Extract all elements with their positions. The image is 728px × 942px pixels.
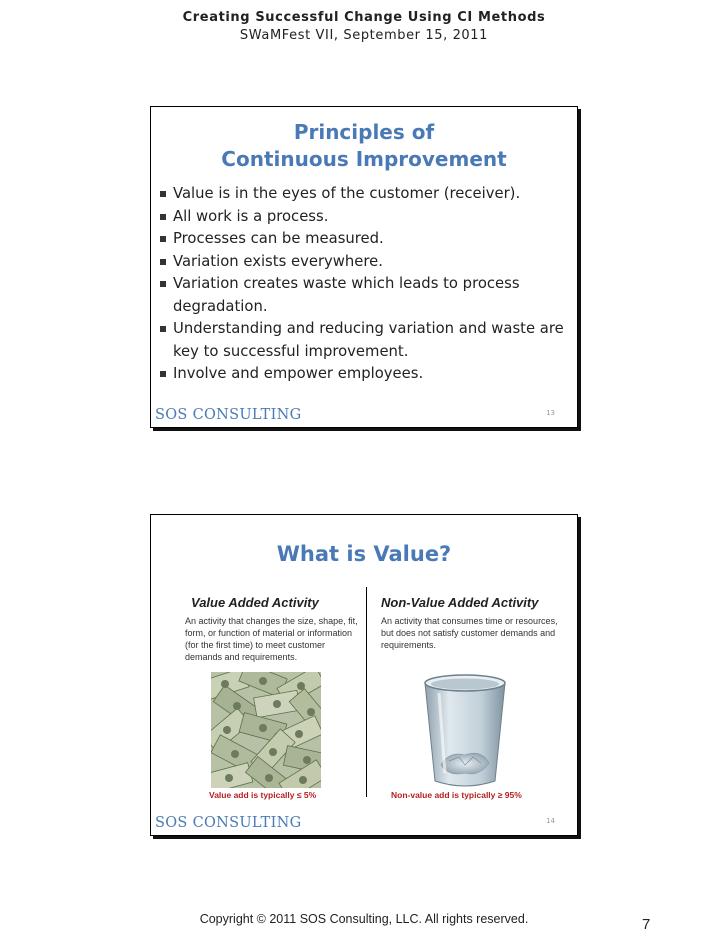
document-header-subtitle: SWaMFest VII, September 15, 2011	[239, 28, 489, 43]
bullet-item	[157, 318, 567, 363]
bullet-square-icon	[160, 191, 166, 197]
bullet-text: Understanding and reducing variation and waste are key to successful improvement.	[173, 320, 564, 360]
slide-number: 13	[546, 409, 555, 417]
slide-title	[151, 119, 577, 173]
bullet-item	[157, 251, 567, 274]
company-logo: SOS CONSULTING	[155, 407, 302, 423]
money-pile-image	[211, 672, 321, 788]
bullet-text: All work is a process.	[173, 207, 329, 225]
document-header-title: Creating Successful Change Using CI Methods	[182, 10, 546, 25]
bullet-square-icon	[160, 326, 166, 332]
wastebasket-image	[419, 673, 511, 791]
bullet-square-icon	[160, 214, 166, 220]
bullet-square-icon	[160, 259, 166, 265]
bullet-item	[157, 273, 567, 318]
slide-principles	[150, 106, 578, 428]
bullet-list	[157, 183, 567, 386]
bullet-item	[157, 206, 567, 229]
bullet-text: Variation creates waste which leads to process degradation.	[173, 275, 520, 315]
bullet-item	[157, 363, 567, 386]
slide-number: 14	[546, 817, 555, 825]
bullet-square-icon	[160, 371, 166, 377]
value-add-percentage: Value add is typically ≤ 5%	[209, 790, 317, 800]
column-divider	[366, 587, 367, 797]
bullet-text: Processes can be measured.	[173, 230, 384, 247]
bullet-square-icon	[160, 281, 166, 287]
slide-title-line1: Principles of	[293, 120, 435, 144]
bullet-item	[157, 183, 567, 206]
value-added-description: An activity that changes the size, shape, fit, form, or function of material or information (for the first time) to meet customer demands and requirements.	[185, 616, 358, 662]
non-value-added-heading: Non-Value Added Activity	[381, 595, 539, 610]
money-icon	[211, 672, 321, 788]
non-value-add-percentage: Non-value add is typically ≥ 95%	[391, 790, 522, 800]
bullet-square-icon	[160, 236, 166, 242]
slide-title: What is Value?	[276, 542, 452, 566]
bullet-item	[157, 228, 567, 251]
slide-title-line2: Continuous Improvement	[221, 147, 507, 171]
company-logo: SOS CONSULTING	[155, 815, 302, 831]
value-added-heading: Value Added Activity	[191, 595, 319, 610]
copyright-footer: Copyright © 2011 SOS Consulting, LLC. All rights reserved.	[199, 912, 529, 926]
bullet-text: Value is in the eyes of the customer (receiver).	[173, 185, 521, 202]
bullet-text: Variation exists everywhere.	[173, 252, 383, 270]
page-number: 7	[642, 916, 651, 933]
slide-what-is-value	[150, 514, 578, 836]
non-value-added-description: An activity that consumes time or resources, but does not satisfy customer demands and requirements.	[381, 616, 558, 650]
trash-can-icon	[419, 673, 511, 791]
bullet-text: Involve and empower employees.	[173, 365, 424, 382]
